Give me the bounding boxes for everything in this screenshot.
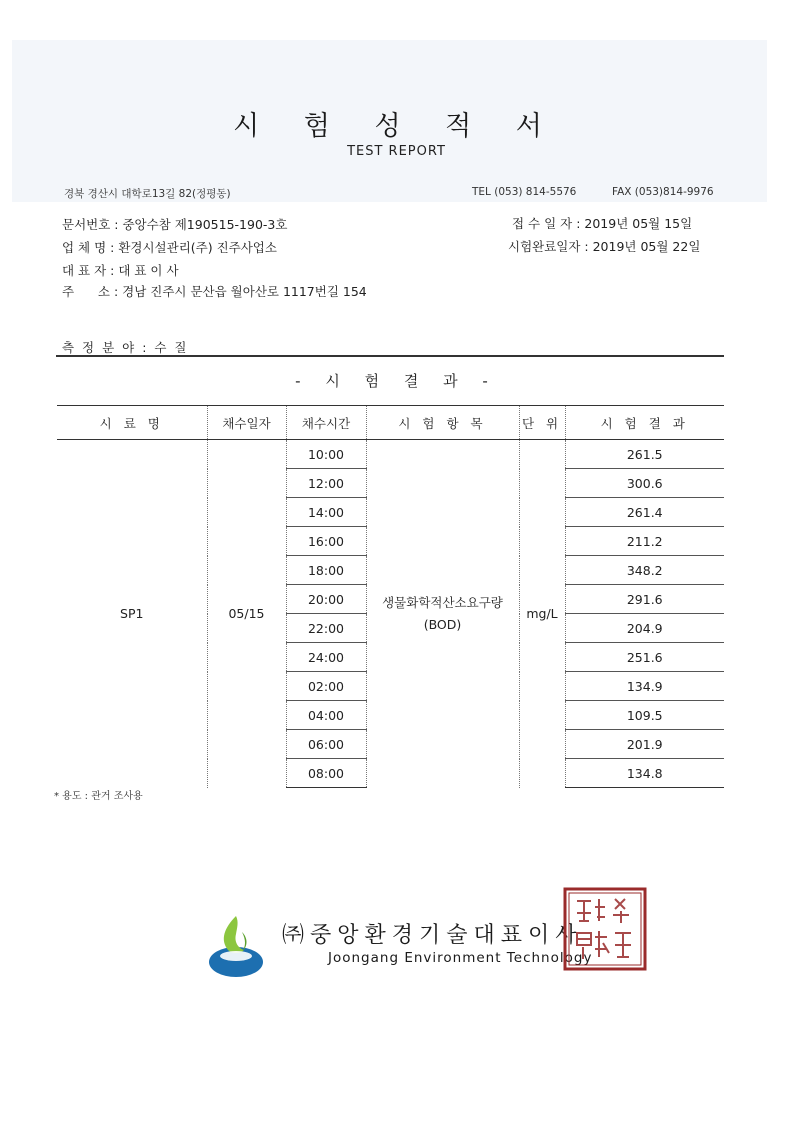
- client-address: 주 소 : 경남 진주시 문산읍 월아산로 1117번길 154: [62, 284, 367, 299]
- test-result: 109.5: [565, 701, 724, 730]
- company-seal: [563, 887, 647, 971]
- unit: mg/L: [519, 440, 565, 788]
- header-result: 시 험 결 과: [565, 406, 724, 440]
- sample-time: 06:00: [286, 730, 366, 759]
- header-unit: 단 위: [519, 406, 565, 440]
- client-ceo: 대 표 자 : 대 표 이 사: [62, 263, 179, 278]
- measurement-field: 측 정 분 야 : 수 질: [62, 340, 189, 355]
- sample-time: 16:00: [286, 527, 366, 556]
- test-item-name: 생물화학적산소요구량: [382, 594, 503, 610]
- header-time: 채수시간: [286, 406, 366, 440]
- issuer-tel: TEL (053) 814-5576: [472, 186, 577, 198]
- usage-note: * 용도 : 관거 조사용: [54, 791, 143, 802]
- doc-number: 문서번호 : 중앙수참 제190515-190-3호: [62, 217, 288, 232]
- test-result: 211.2: [565, 527, 724, 556]
- table-header-row: [57, 406, 724, 440]
- sample-time: 24:00: [286, 643, 366, 672]
- company-logo-icon: [206, 914, 266, 978]
- header-item: 시 험 항 목: [366, 406, 519, 440]
- header-sample: 시 료 명: [57, 406, 207, 440]
- sample-time: 14:00: [286, 498, 366, 527]
- page-subtitle: TEST REPORT: [347, 144, 446, 159]
- test-result: 251.6: [565, 643, 724, 672]
- divider: [56, 355, 724, 357]
- results-title: - 시 험 결 과 -: [295, 372, 498, 390]
- test-result: 134.9: [565, 672, 724, 701]
- test-item: [366, 440, 519, 788]
- sample-time: 20:00: [286, 585, 366, 614]
- test-result: 204.9: [565, 614, 724, 643]
- test-result: 261.5: [565, 440, 724, 469]
- completed-date: 시험완료일자 : 2019년 05월 22일: [508, 239, 701, 254]
- test-result: 201.9: [565, 730, 724, 759]
- page-title: 시 험 성 적 서: [233, 111, 560, 142]
- header-date: 채수일자: [207, 406, 286, 440]
- sample-time: 04:00: [286, 701, 366, 730]
- received-date: 접 수 일 자 : 2019년 05월 15일: [512, 216, 693, 231]
- sample-time: 12:00: [286, 469, 366, 498]
- sample-name: SP1: [120, 606, 144, 622]
- test-result: 300.6: [565, 469, 724, 498]
- table-row: [57, 440, 724, 469]
- issuer-fax: FAX (053)814-9976: [612, 186, 714, 198]
- sample-time: 02:00: [286, 672, 366, 701]
- test-result: 261.4: [565, 498, 724, 527]
- company-name-ko: ㈜중앙환경기술대표이사: [282, 923, 583, 948]
- company-name-en: Joongang Environment Technology: [328, 950, 593, 966]
- issuer-address: 경북 경산시 대학로13길 82(정평동): [64, 188, 231, 200]
- sample-time: 18:00: [286, 556, 366, 585]
- test-result: 134.8: [565, 759, 724, 788]
- sample-date: 05/15: [207, 440, 286, 788]
- test-result: 348.2: [565, 556, 724, 585]
- test-item-code: (BOD): [423, 616, 462, 632]
- sample-time: 08:00: [286, 759, 366, 788]
- sample-time: 10:00: [286, 440, 366, 469]
- sample-time: 22:00: [286, 614, 366, 643]
- results-table: [57, 405, 724, 788]
- test-result: 291.6: [565, 585, 724, 614]
- client-company: 업 체 명 : 환경시설관리(주) 진주사업소: [62, 240, 277, 255]
